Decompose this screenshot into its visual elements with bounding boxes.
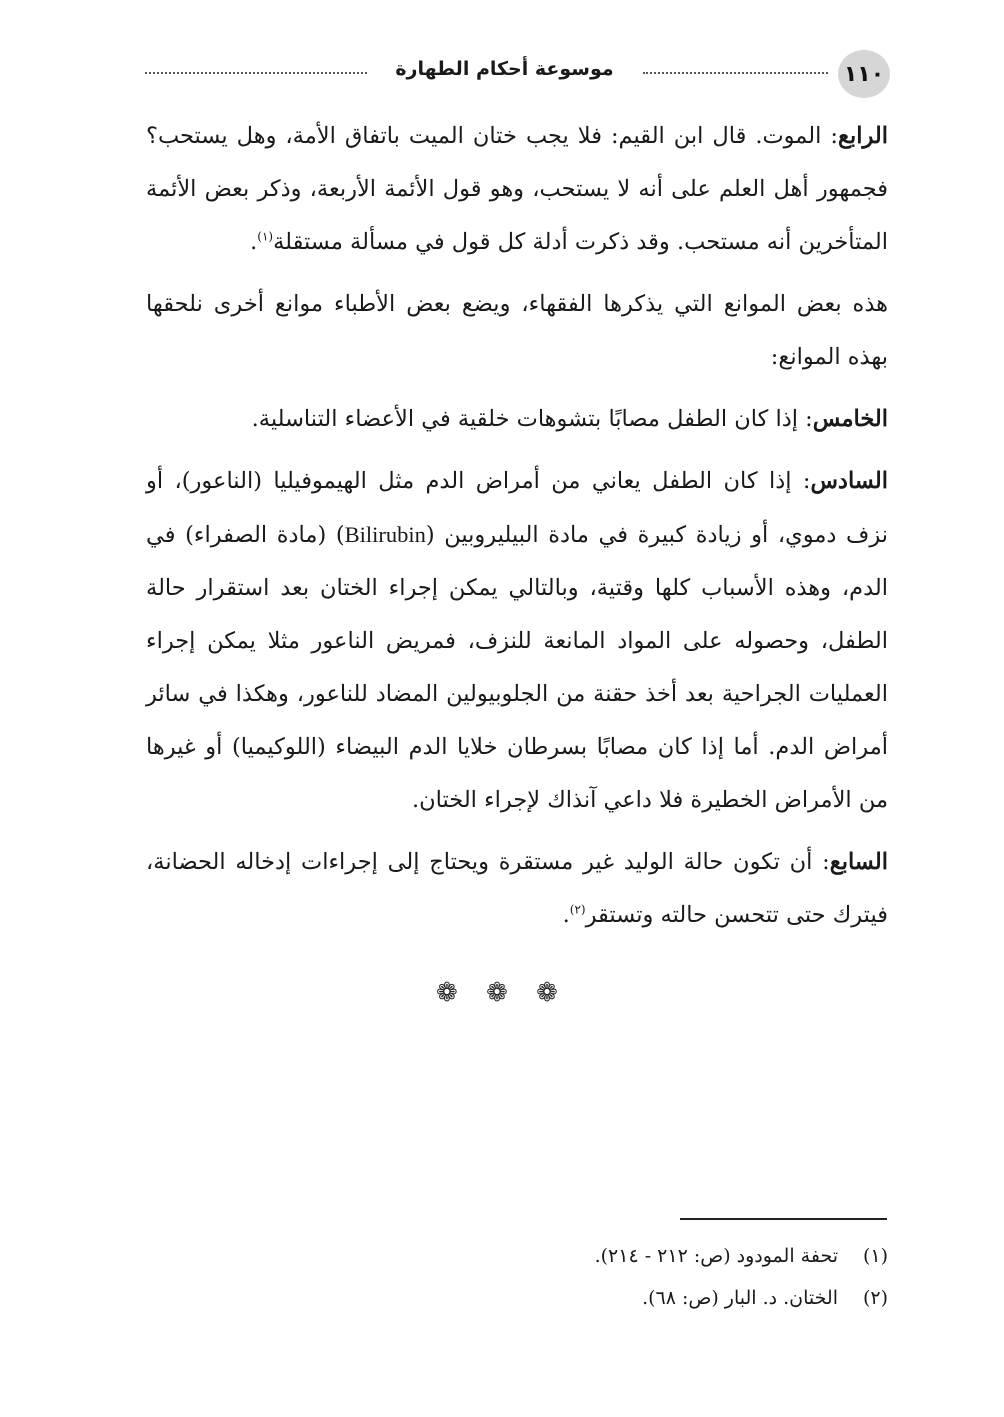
paragraph-text: هذه بعض الموانع التي يذكرها الفقهاء، ويضع بعض الأطباء موانع أخرى نلحقها بهذه الموانع: (146, 291, 888, 370)
header-dotted-rule-left (145, 72, 367, 74)
paragraph-lead: السادس (810, 468, 888, 494)
page-number: ١١٠ (838, 50, 890, 98)
footnote-ref[interactable]: (١) (257, 229, 274, 244)
paragraph-end: . (562, 902, 570, 928)
paragraph-fifth (146, 393, 888, 446)
latin-term: Bilirubin (344, 522, 426, 547)
paragraph-text: : الموت. قال ابن القيم: فلا يجب ختان الميت باتفاق الأمة، وهل يستحب؟ فجمهور أهل العلم على أنه لا يستحب، وهو قول الأئمة الأربعة، وذكر بعض الأئمة المتأخرين أنه مستحب. وقد ذكرت أدلة كل قول في مسألة مستقلة (146, 123, 888, 255)
paragraph-lead: السابع (829, 849, 888, 875)
header-dotted-rule-right (643, 72, 828, 74)
footnote-text: الختان. د. البار (ص: ٦٨). (642, 1287, 838, 1309)
section-ornament-icon: ❁ ❁ ❁ (436, 978, 568, 1008)
paragraph-lead: الرابع (837, 123, 888, 149)
paragraph-text-cont: ) (مادة الصفراء) في الدم، وهذه الأسباب كلها وقتية، وبالتالي يمكن إجراء الختان بعد استقرار حالة الطفل، وحصوله على المواد المانعة للنزف، فمريض الناعور مثلا يمكن إجراء العمليات الجراحية بعد أخذ حقنة من الجلوبيولين المضاد للناعور، وهكذا في سائر أمراض الدم. أما إذا كان مصابًا بسرطان خلايا الدم البيضاء (اللوكيميا) أو غيرها من الأمراض الخطيرة فلا داعي آنذاك لإجراء الختان. (146, 522, 888, 813)
main-text (146, 110, 888, 951)
paragraph-sixth (146, 455, 888, 827)
footnote-ref[interactable]: (٢) (569, 902, 586, 917)
footnote-number: (١) (862, 1245, 888, 1267)
footnotes (146, 1235, 888, 1319)
paragraph-seventh (146, 836, 888, 942)
footnote-item (146, 1235, 888, 1277)
footnote-number: (٢) (862, 1287, 888, 1309)
paragraph-lead: الخامس (812, 406, 888, 432)
paragraph-fourth (146, 110, 888, 269)
footnote-separator (680, 1218, 887, 1220)
paragraph-end: . (250, 229, 258, 255)
footnote-text: تحفة المودود (ص: ٢١٢ - ٢١٤). (594, 1245, 838, 1267)
running-header (145, 50, 890, 98)
footnote-item (146, 1277, 888, 1319)
paragraph-text: : أن تكون حالة الوليد غير مستقرة ويحتاج إلى إجراءات إدخاله الحضانة، فيترك حتى تتحسن حالته وتستقر (146, 849, 888, 928)
paragraph-text: : إذا كان الطفل يعاني من أمراض الدم مثل الهيموفيليا (الناعور)، أو نزف دموي، أو زيادة كبيرة في مادة البيليروبين ( (146, 468, 889, 548)
paragraph-intro (146, 278, 888, 384)
book-title: موسوعة أحكام الطهارة (395, 58, 614, 80)
paragraph-text: : إذا كان الطفل مصابًا بتشوهات خلقية في الأعضاء التناسلية. (251, 406, 813, 432)
